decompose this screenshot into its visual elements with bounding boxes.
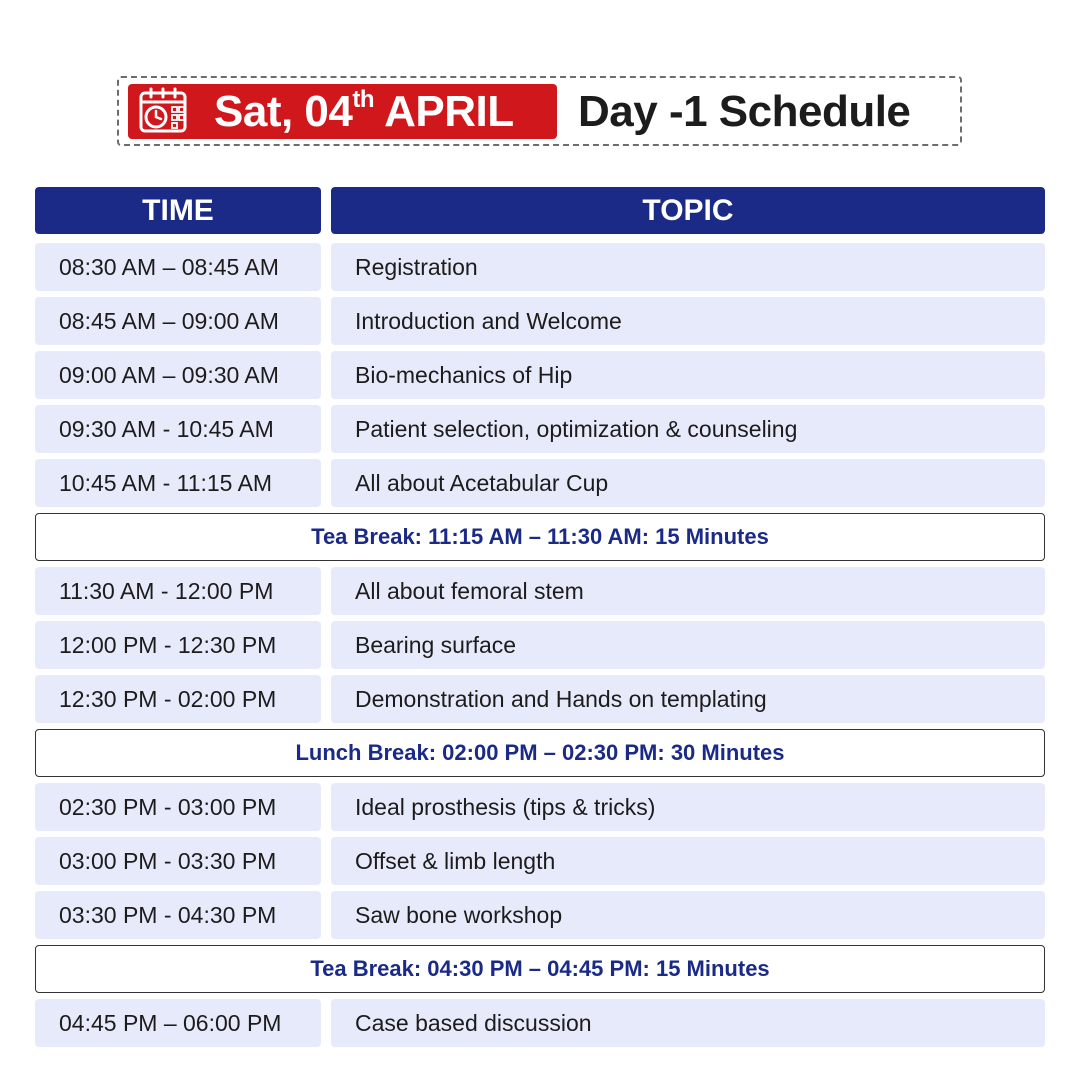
table-row [0, 783, 1080, 831]
topic-cell: Demonstration and Hands on templating [331, 675, 1045, 723]
topic-cell: Ideal prosthesis (tips & tricks) [331, 783, 1045, 831]
time-cell: 11:30 AM - 12:00 PM [35, 567, 321, 615]
topic-cell: Case based discussion [331, 999, 1045, 1047]
table-row [0, 621, 1080, 669]
topic-column-header: TOPIC [331, 187, 1045, 234]
topic-cell: Saw bone workshop [331, 891, 1045, 939]
table-row [0, 567, 1080, 615]
break-row: Lunch Break: 02:00 PM – 02:30 PM: 30 Minutes [35, 729, 1045, 777]
time-cell: 08:30 AM – 08:45 AM [35, 243, 321, 291]
time-cell: 12:00 PM - 12:30 PM [35, 621, 321, 669]
table-row [0, 243, 1080, 291]
topic-cell: Introduction and Welcome [331, 297, 1045, 345]
time-cell: 02:30 PM - 03:00 PM [35, 783, 321, 831]
time-cell: 12:30 PM - 02:00 PM [35, 675, 321, 723]
date-badge [128, 84, 557, 139]
date-label: Sat, 04th APRIL [214, 86, 514, 136]
table-row [0, 837, 1080, 885]
time-cell: 04:45 PM – 06:00 PM [35, 999, 321, 1047]
table-row [0, 999, 1080, 1047]
topic-cell: All about femoral stem [331, 567, 1045, 615]
break-row: Tea Break: 04:30 PM – 04:45 PM: 15 Minutes [35, 945, 1045, 993]
calendar-clock-icon [138, 87, 194, 137]
time-cell: 09:00 AM – 09:30 AM [35, 351, 321, 399]
day-title: Day -1 Schedule [578, 87, 911, 136]
time-column-header: TIME [35, 187, 321, 234]
topic-cell: Offset & limb length [331, 837, 1045, 885]
topic-cell: Patient selection, optimization & counseling [331, 405, 1045, 453]
break-row: Tea Break: 11:15 AM – 11:30 AM: 15 Minutes [35, 513, 1045, 561]
topic-cell: Bearing surface [331, 621, 1045, 669]
time-cell: 03:00 PM - 03:30 PM [35, 837, 321, 885]
table-row [0, 297, 1080, 345]
table-row [0, 405, 1080, 453]
time-cell: 09:30 AM - 10:45 AM [35, 405, 321, 453]
time-cell: 03:30 PM - 04:30 PM [35, 891, 321, 939]
table-row [0, 891, 1080, 939]
time-cell: 10:45 AM - 11:15 AM [35, 459, 321, 507]
table-row [0, 675, 1080, 723]
topic-cell: Registration [331, 243, 1045, 291]
time-cell: 08:45 AM – 09:00 AM [35, 297, 321, 345]
table-row [0, 459, 1080, 507]
topic-cell: All about Acetabular Cup [331, 459, 1045, 507]
table-row [0, 351, 1080, 399]
topic-cell: Bio-mechanics of Hip [331, 351, 1045, 399]
